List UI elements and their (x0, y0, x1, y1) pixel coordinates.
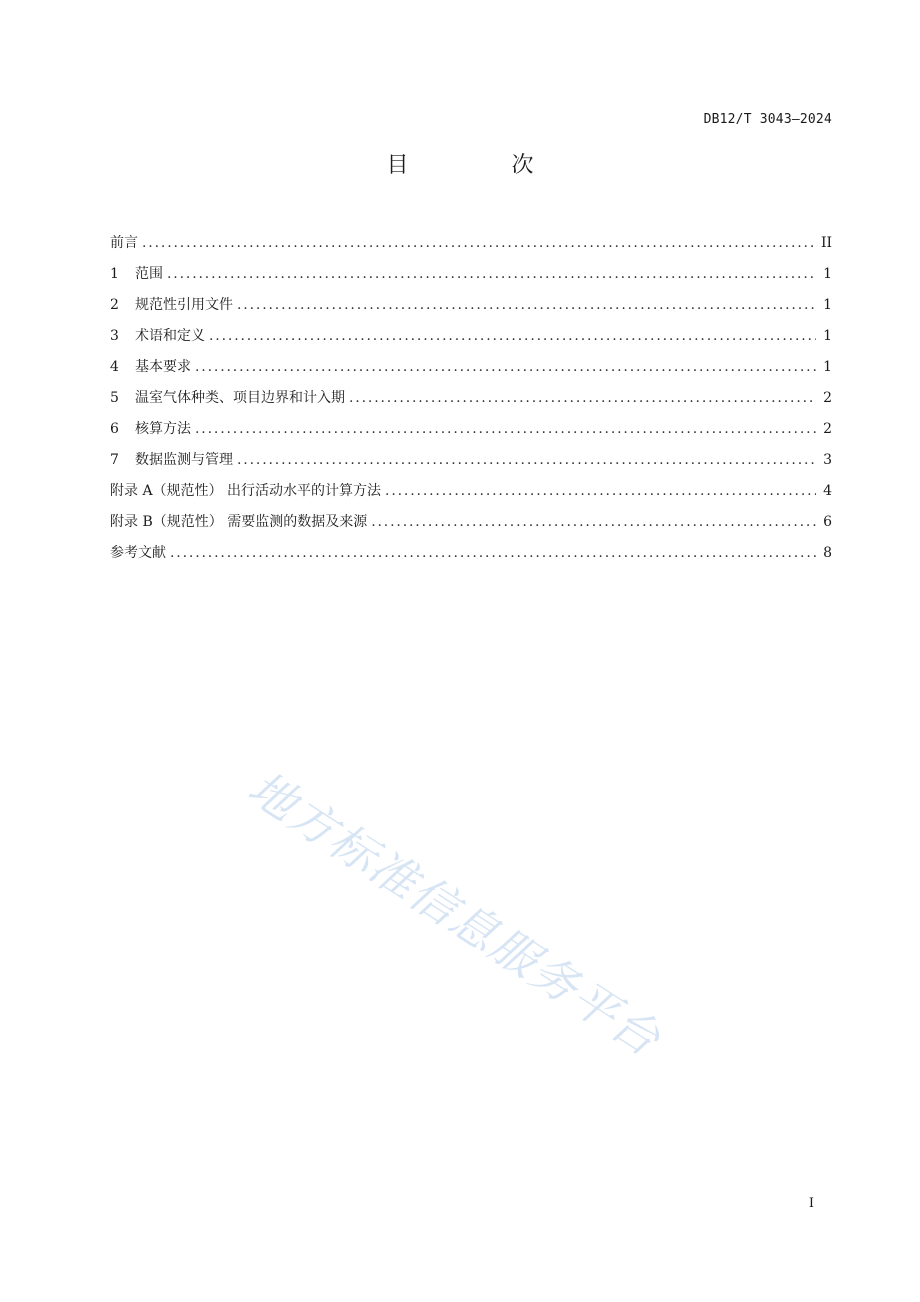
toc-entry-number: 6 (110, 421, 119, 437)
toc-entry-appendix-b[interactable] (110, 511, 832, 542)
toc-entry-ghg-types[interactable] (110, 387, 832, 418)
toc-entry-bibliography[interactable] (110, 542, 832, 573)
toc-entry-number: 5 (110, 390, 119, 406)
toc-leader-dots (237, 297, 816, 313)
table-of-contents (110, 232, 832, 573)
toc-entry-page: 8 (823, 545, 832, 561)
toc-entry-accounting-methods[interactable] (110, 418, 832, 449)
toc-entry-label: 参考文献 (110, 545, 166, 561)
toc-leader-dots (167, 266, 816, 282)
document-code: DB12/T 3043—2024 (703, 112, 832, 127)
toc-entry-page: 1 (823, 297, 832, 313)
toc-entry-page: 2 (823, 421, 832, 437)
toc-entry-label: 核算方法 (135, 421, 191, 437)
page-title: 目 次 (386, 153, 582, 178)
toc-leader-dots (385, 483, 816, 499)
watermark: 地方标准信息服务平台 (238, 760, 671, 1068)
toc-entry-appendix-a[interactable] (110, 480, 832, 511)
toc-entry-page: 1 (823, 266, 832, 282)
toc-leader-dots (209, 328, 816, 344)
toc-entry-number: 3 (110, 328, 119, 344)
toc-entry-label: 基本要求 (135, 359, 191, 375)
toc-entry-label: 术语和定义 (135, 328, 205, 344)
toc-leader-dots (237, 452, 816, 468)
toc-leader-dots (195, 359, 816, 375)
toc-entry-data-monitoring[interactable] (110, 449, 832, 480)
toc-entry-page: 3 (823, 452, 832, 468)
toc-leader-dots (371, 514, 816, 530)
toc-leader-dots (170, 545, 816, 561)
toc-leader-dots (349, 390, 816, 406)
toc-entry-page: 1 (823, 359, 832, 375)
toc-leader-dots (195, 421, 816, 437)
toc-entry-label: 范围 (135, 266, 163, 282)
toc-entry-number: 1 (110, 266, 119, 282)
toc-entry-number: 4 (110, 359, 119, 375)
toc-entry-number: 7 (110, 452, 119, 468)
toc-entry-label: 附录 B（规范性） 需要监测的数据及来源 (110, 514, 368, 530)
toc-entry-foreword[interactable] (110, 232, 832, 263)
toc-entry-basic-requirements[interactable] (110, 356, 832, 387)
toc-leader-dots (142, 235, 815, 251)
toc-entry-label: 数据监测与管理 (135, 452, 233, 468)
page-number: I (808, 1196, 814, 1211)
toc-entry-page: 4 (823, 483, 832, 499)
toc-entry-number: 2 (110, 297, 119, 313)
toc-entry-page: 2 (823, 390, 832, 406)
toc-entry-scope[interactable] (110, 263, 832, 294)
toc-entry-terms-definitions[interactable] (110, 325, 832, 356)
toc-entry-label: 规范性引用文件 (135, 297, 233, 313)
toc-entry-page: 1 (823, 328, 832, 344)
toc-entry-label: 温室气体种类、项目边界和计入期 (135, 390, 345, 406)
toc-entry-label: 前言 (110, 235, 138, 251)
toc-entry-label: 附录 A（规范性） 出行活动水平的计算方法 (110, 483, 382, 499)
toc-entry-page: II (820, 235, 832, 251)
toc-entry-normative-references[interactable] (110, 294, 832, 325)
toc-entry-page: 6 (823, 514, 832, 530)
